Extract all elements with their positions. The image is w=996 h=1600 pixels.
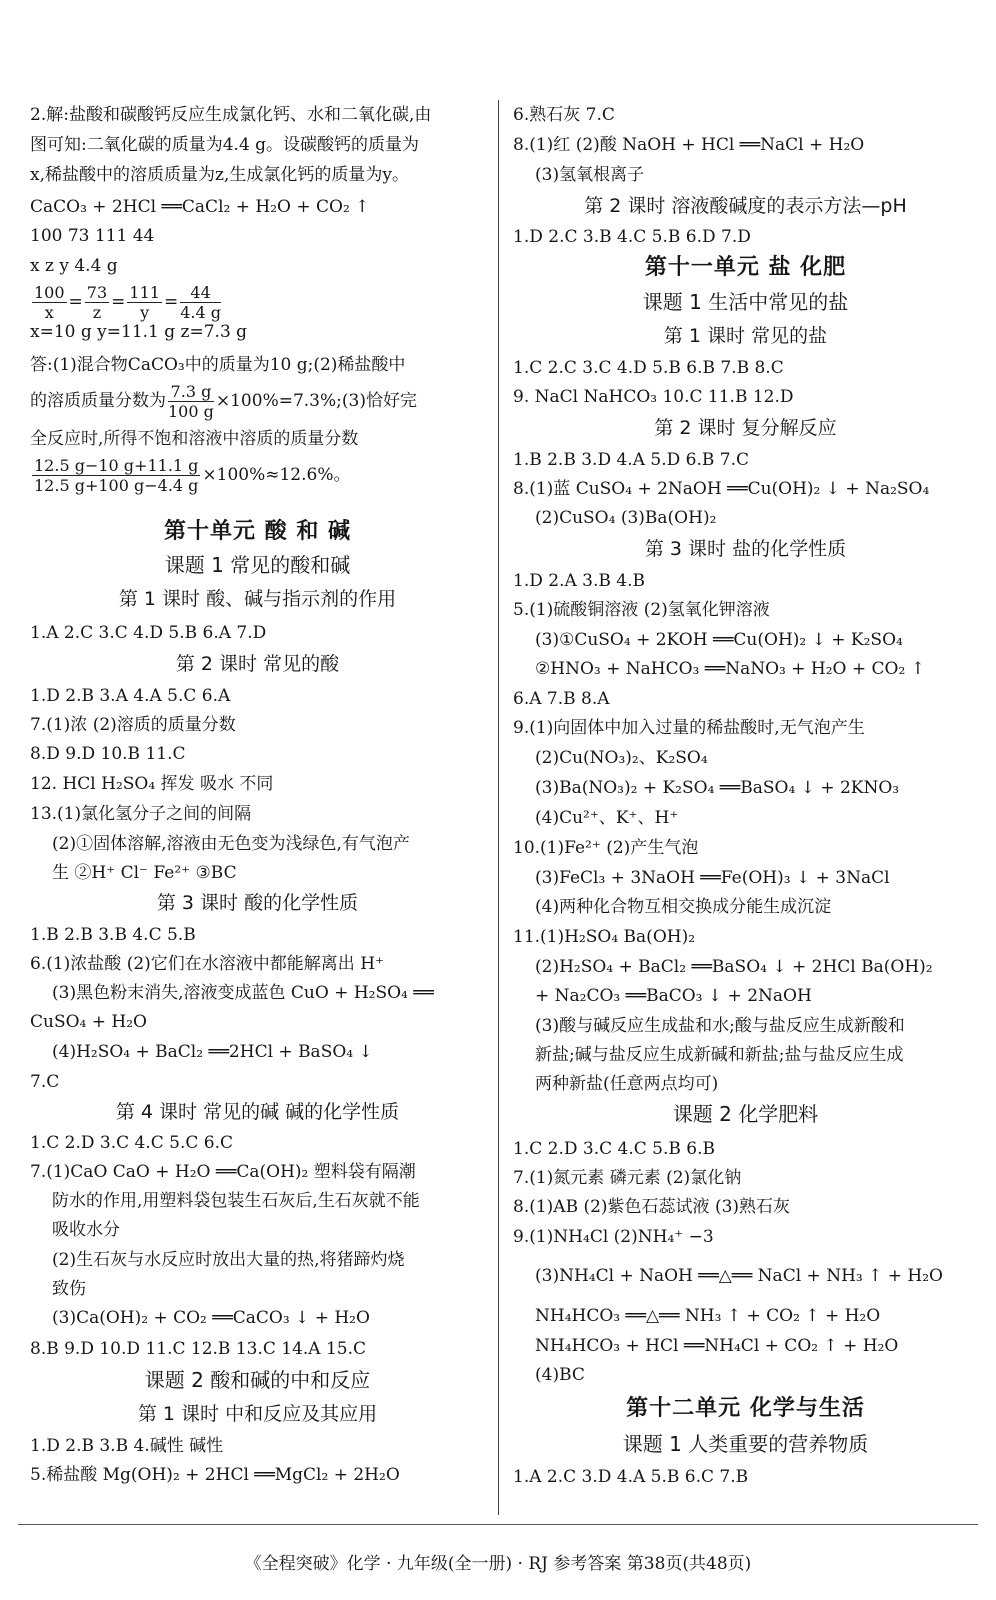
answer-line: (3)Ca(OH)₂ + CO₂ ══CaCO₃ ↓ + H₂O <box>52 1308 370 1328</box>
denominator: x <box>44 303 54 322</box>
answer-line: 10.(1)Fe²⁺ (2)产生气泡 <box>513 838 699 858</box>
section-heading: 课题 1 人类重要的营养物质 <box>622 1432 869 1456</box>
answer-line: 9.(1)向固体中加入过量的稀盐酸时,无气泡产生 <box>513 718 865 738</box>
answer-line: (3)①CuSO₄ + 2KOH ══Cu(OH)₂ ↓ + K₂SO₄ <box>535 630 903 650</box>
numerator: 7.3 g <box>168 382 214 402</box>
column-divider <box>498 100 499 1515</box>
section-heading: 第 1 课时 酸、碱与指示剂的作用 <box>118 588 397 610</box>
answer-line: 1.B 2.B 3.B 4.C 5.B <box>30 925 196 945</box>
section-heading: 课题 1 常见的酸和碱 <box>164 553 351 577</box>
page-footer: 《全程突破》化学 · 九年级(全一册) · RJ 参考答案 第38页(共48页) <box>244 1554 752 1574</box>
answer-line: 答:(1)混合物CaCO₃中的质量为10 g;(2)稀盐酸中 <box>30 355 406 375</box>
answer-line: 1.D 2.A 3.B 4.B <box>513 571 645 591</box>
answer-line: 1.D 2.C 3.B 4.C 5.B 6.D 7.D <box>513 227 751 247</box>
section-heading: 第十单元 酸 和 碱 <box>164 519 351 544</box>
answer-line: 5.稀盐酸 Mg(OH)₂ + 2HCl ══MgCl₂ + 2H₂O <box>30 1465 400 1485</box>
section-heading: 课题 1 生活中常见的盐 <box>642 290 849 314</box>
answer-line: (4)两种化合物互相交换成分能生成沉淀 <box>535 897 832 917</box>
answer-line: 7.C <box>30 1072 60 1092</box>
answer-line: 7.(1)浓 (2)溶质的质量分数 <box>30 715 236 735</box>
numerator: 12.5 g−10 g+11.1 g <box>34 456 199 475</box>
answer-line: 6.A 7.B 8.A <box>513 689 610 709</box>
answer-line: (2)H₂SO₄ + BaCl₂ ══BaSO₄ ↓ + 2HCl Ba(OH)₂ <box>535 957 933 977</box>
answer-line: (2)CuSO₄ (3)Ba(OH)₂ <box>535 508 717 528</box>
numerator: 73 <box>86 283 108 302</box>
answer-line: CaCO₃ + 2HCl ══CaCl₂ + H₂O + CO₂ ↑ <box>30 197 370 217</box>
answer-line: 全反应时,所得不饱和溶液中溶质的质量分数 <box>30 429 359 449</box>
fraction <box>168 382 214 421</box>
answer-line: 生 ②H⁺ Cl⁻ Fe²⁺ ③BC <box>52 863 237 883</box>
text: ×100%≈12.6%。 <box>202 465 351 485</box>
answer-line: (2)生石灰与水反应时放出大量的热,将猪蹄灼烧 <box>52 1250 405 1270</box>
answer-line: 2.解:盐酸和碳酸钙反应生成氯化钙、水和二氧化碳,由 <box>30 105 432 125</box>
denominator: 12.5 g+100 g−4.4 g <box>34 476 199 495</box>
answer-line: 7.(1)氮元素 磷元素 (2)氯化钠 <box>513 1168 742 1188</box>
answer-line: (4)H₂SO₄ + BaCl₂ ══2HCl + BaSO₄ ↓ <box>52 1042 373 1062</box>
answer-line: (3)Ba(NO₃)₂ + K₂SO₄ ══BaSO₄ ↓ + 2KNO₃ <box>535 778 900 798</box>
answer-line: 图可知:二氧化碳的质量为4.4 g。设碳酸钙的质量为 <box>30 135 420 155</box>
answer-line: NH₄HCO₃ ══△══ NH₃ ↑ + CO₂ ↑ + H₂O <box>535 1306 881 1326</box>
answer-line: NH₄HCO₃ + HCl ══NH₄Cl + CO₂ ↑ + H₂O <box>535 1336 899 1356</box>
denominator: z <box>92 303 102 322</box>
answer-line: 11.(1)H₂SO₄ Ba(OH)₂ <box>513 927 696 947</box>
answer-line: 1.D 2.B 3.B 4.碱性 碱性 <box>30 1436 224 1456</box>
ratio-equation: $\frac{100}{x}$ = $\frac{73}{z}$ = $\frac{111}{y}$ = $\frac{44}{4.4 g}$ <box>34 283 221 322</box>
numerator: 100 <box>34 283 65 302</box>
numerator: 44 <box>180 283 221 303</box>
section-heading: 第十二单元 化学与生活 <box>626 1396 865 1421</box>
section-heading: 第十一单元 盐 化肥 <box>644 255 847 280</box>
footer-rule <box>18 1524 978 1525</box>
answer-line: 8.B 9.D 10.D 11.C 12.B 13.C 14.A 15.C <box>30 1339 367 1359</box>
answer-line: 新盐;碱与盐反应生成新碱和新盐;盐与盐反应生成 <box>535 1045 904 1065</box>
section-heading: 课题 2 酸和碱的中和反应 <box>144 1368 371 1392</box>
answer-line: 1.A 2.C 3.D 4.A 5.B 6.C 7.B <box>513 1467 749 1487</box>
answer-line: ②HNO₃ + NaHCO₃ ══NaNO₃ + H₂O + CO₂ ↑ <box>535 659 925 679</box>
section-heading: 第 3 课时 酸的化学性质 <box>156 892 359 914</box>
section-heading: 第 2 课时 溶液酸碱度的表示方法—pH <box>584 195 907 217</box>
answer-line: 1.C 2.C 3.C 4.D 5.B 6.B 7.B 8.C <box>513 358 784 378</box>
answer-line: 13.(1)氯化氢分子之间的间隔 <box>30 804 252 824</box>
answer-line: 6.熟石灰 7.C <box>513 105 615 125</box>
answer-line: 7.(1)CaO CaO + H₂O ══Ca(OH)₂ 塑料袋有隔潮 <box>30 1162 416 1182</box>
section-heading: 课题 2 化学肥料 <box>672 1102 819 1126</box>
answer-line: 8.(1)红 (2)酸 NaOH + HCl ══NaCl + H₂O <box>513 135 865 155</box>
answer-line: x z y 4.4 g <box>30 256 118 276</box>
answer-line: (3)酸与碱反应生成盐和水;酸与盐反应生成新酸和 <box>535 1016 905 1036</box>
final-fraction-line <box>30 456 351 495</box>
answer-line: (4)Cu²⁺、K⁺、H⁺ <box>535 808 679 828</box>
answer-line: (2)①固体溶解,溶液由无色变为浅绿色,有气泡产 <box>52 834 410 854</box>
answer-line: 1.D 2.B 3.A 4.A 5.C 6.A <box>30 686 231 706</box>
answer-line: 9.(1)NH₄Cl (2)NH₄⁺ −3 <box>513 1227 714 1247</box>
answer-line: 5.(1)硫酸铜溶液 (2)氢氧化钾溶液 <box>513 600 770 620</box>
denominator: y <box>140 303 150 322</box>
answer-line: 吸收水分 <box>52 1220 120 1240</box>
answer-line: (3)黑色粉末消失,溶液变成蓝色 CuO + H₂SO₄ ══ <box>52 983 434 1003</box>
answer-line: (3)氢氧根离子 <box>535 165 645 185</box>
answer-line: + Na₂CO₃ ══BaCO₃ ↓ + 2NaOH <box>535 986 812 1006</box>
answer-line: CuSO₄ + H₂O <box>30 1012 147 1032</box>
answer-line: (3)FeCl₃ + 3NaOH ══Fe(OH)₃ ↓ + 3NaCl <box>535 868 890 888</box>
answer-line: 8.(1)AB (2)紫色石蕊试液 (3)熟石灰 <box>513 1197 791 1217</box>
numerator: 111 <box>129 283 160 302</box>
answer-line: (4)BC <box>535 1365 585 1385</box>
answer-line: 12. HCl H₂SO₄ 挥发 吸水 不同 <box>30 774 274 794</box>
answer-line: 致伤 <box>52 1279 86 1299</box>
fraction <box>180 283 221 322</box>
section-heading: 第 3 课时 盐的化学性质 <box>644 538 847 560</box>
fraction <box>32 283 67 322</box>
section-heading: 第 2 课时 常见的酸 <box>175 653 340 675</box>
answer-line: 1.B 2.B 3.D 4.A 5.D 6.B 7.C <box>513 450 749 470</box>
answer-line: 防水的作用,用塑料袋包装生石灰后,生石灰就不能 <box>52 1191 420 1211</box>
section-heading: 第 1 课时 中和反应及其应用 <box>137 1403 378 1425</box>
answer-line: 1.A 2.C 3.C 4.D 5.B 6.A 7.D <box>30 623 267 643</box>
fraction <box>32 456 200 495</box>
fraction <box>85 283 109 322</box>
section-heading: 第 4 课时 常见的碱 碱的化学性质 <box>115 1101 400 1123</box>
answer-line: 两种新盐(任意两点均可) <box>535 1074 719 1094</box>
section-heading: 第 1 课时 常见的盐 <box>663 325 828 347</box>
answer-line: x,稀盐酸中的溶质质量为z,生成氯化钙的质量为y。 <box>30 165 409 185</box>
answer-line: (3)NH₄Cl + NaOH ══△══ NaCl + NH₃ ↑ + H₂O <box>535 1266 943 1286</box>
answer-line: 6.(1)浓盐酸 (2)它们在水溶液中都能解离出 H⁺ <box>30 954 384 974</box>
answer-line: 9. NaCl NaHCO₃ 10.C 11.B 12.D <box>513 387 794 407</box>
answer-line: 100 73 111 44 <box>30 226 155 246</box>
section-heading: 第 2 课时 复分解反应 <box>654 417 837 439</box>
denominator: 100 g <box>168 402 214 421</box>
mass-fraction-line <box>30 382 417 421</box>
fraction <box>127 283 162 322</box>
answer-line: 8.D 9.D 10.B 11.C <box>30 744 186 764</box>
answer-line: 1.C 2.D 3.C 4.C 5.B 6.B <box>513 1139 715 1159</box>
text: ×100%=7.3%;(3)恰好完 <box>215 391 417 411</box>
answer-line: 1.C 2.D 3.C 4.C 5.C 6.C <box>30 1133 234 1153</box>
denominator: 4.4 g <box>180 303 221 322</box>
answer-line: x=10 g y=11.1 g z=7.3 g <box>30 322 248 342</box>
text: 的溶质质量分数为 <box>30 391 166 411</box>
answer-line: 8.(1)蓝 CuSO₄ + 2NaOH ══Cu(OH)₂ ↓ + Na₂SO₄ <box>513 479 930 499</box>
answer-line: (2)Cu(NO₃)₂、K₂SO₄ <box>535 748 708 768</box>
